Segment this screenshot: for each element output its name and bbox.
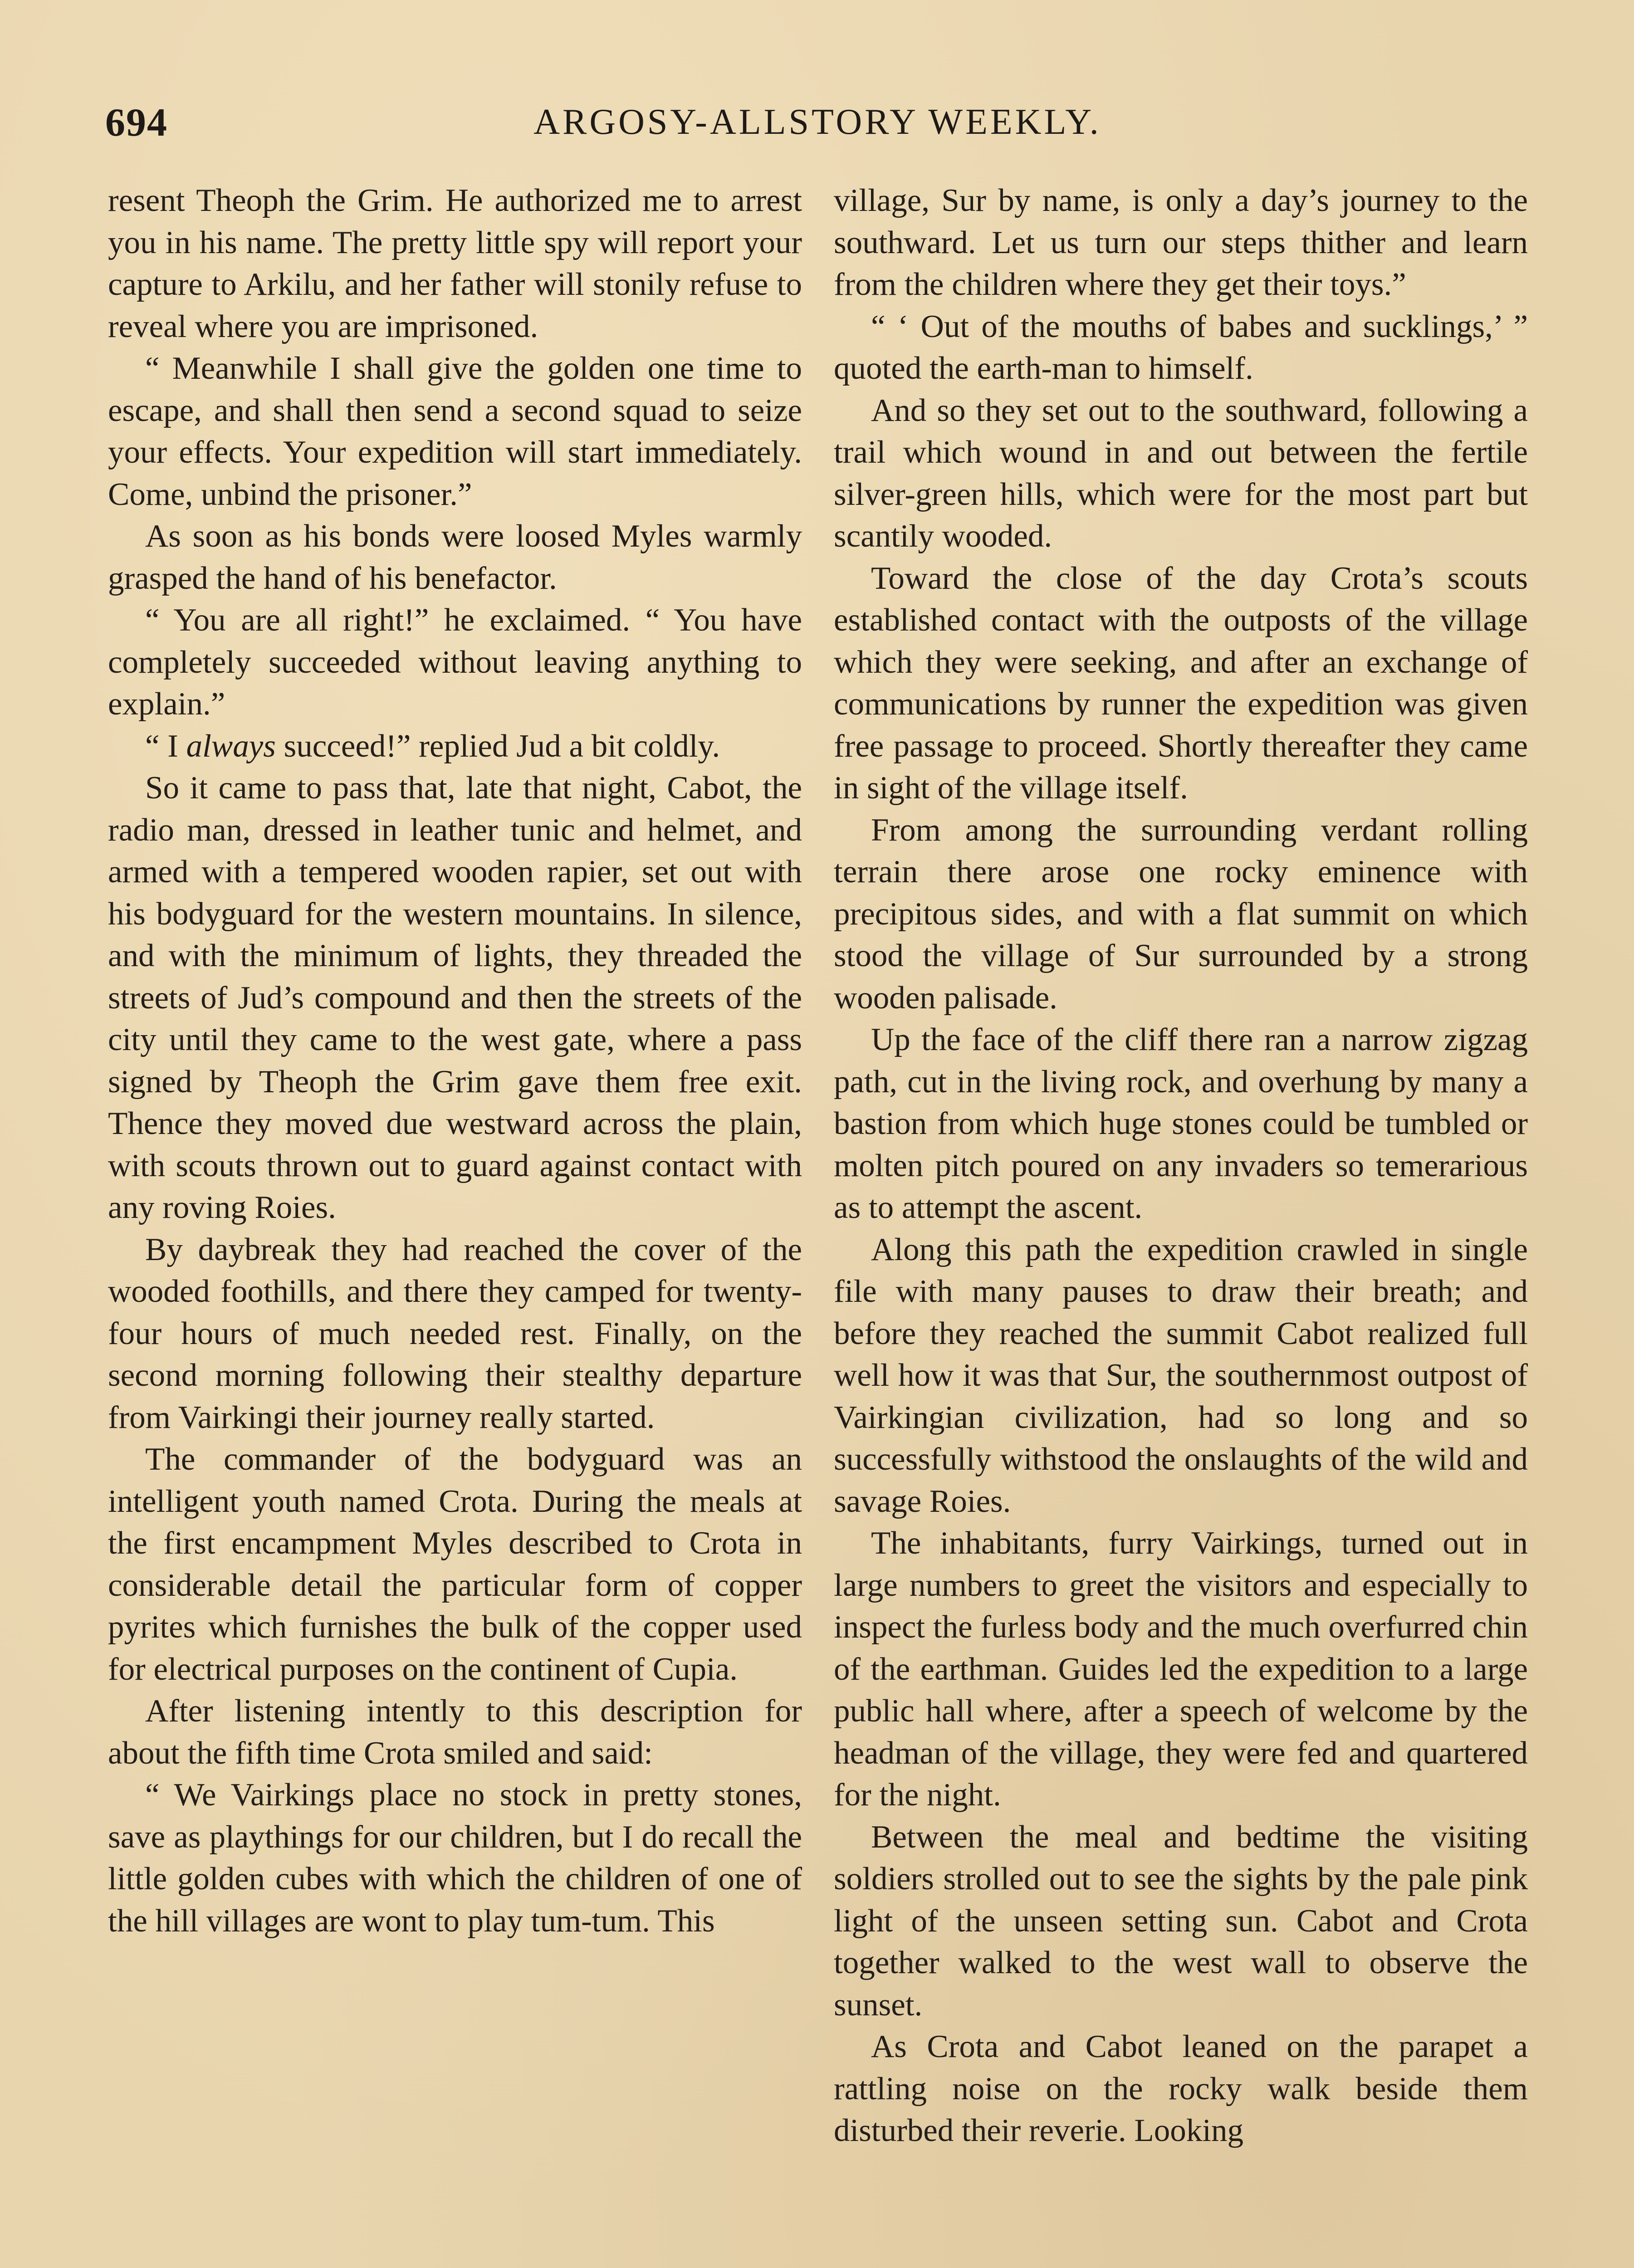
- paragraph: “ ‘ Out of the mouths of babes and sucklings,’ ” quoted the earth-man to himself.: [834, 308, 1528, 386]
- running-title: ARGOSY-ALLSTORY WEEKLY.: [533, 102, 1101, 142]
- paragraph: The inhabitants, furry Vairkings, turned out in large numbers to greet the visitors and especially to inspect the furless body and the much overfurred chin of the earthman. Guides led the expedition to a large public hall where, after a speech of welcome by the headman of the village, they were fed and quartered for the night.: [834, 1525, 1528, 1813]
- paragraph: Toward the close of the day Crota’s scouts established contact with the outposts of the village which they were seeking, and after an exchange of communications by runner the expedition was given free passage to proceed. Shortly thereafter they came in sight of the village itself.: [834, 560, 1528, 806]
- paragraph: The commander of the bodyguard was an intelligent youth named Crota. During the meals at the first encampment Myles described to Crota in considerable detail the particular form of copper pyrites which furnishes the bulk of the copper used for electrical purposes on the continent of Cupia.: [108, 1442, 802, 1687]
- paragraph: After listening intently to this description for about the fifth time Crota smiled and said:: [108, 1693, 802, 1771]
- page-header: [105, 100, 1530, 154]
- paragraph: Up the face of the cliff there ran a narrow zigzag path, cut in the living rock, and overhung by many a bastion from which huge stones could be tumbled or molten pitch poured on any invaders so temerarious as to attempt the ascent.: [834, 1022, 1528, 1225]
- paragraph: Between the meal and bedtime the visiting soldiers strolled out to see the sights by the pale pink light of the unseen setting sun. Cabot and Crota together walked to the west wall to observe the sunset.: [834, 1819, 1528, 2023]
- paragraph: “ We Vairkings place no stock in pretty stones, save as playthings for our children, but I do recall the little golden cubes with which the children of one of the hill villages are wont to play tum-tum. This: [108, 1777, 802, 1939]
- paragraph: As soon as his bonds were loosed Myles warmly grasped the hand of his benefactor.: [108, 518, 802, 596]
- left-column: [108, 180, 802, 1942]
- paragraph: As Crota and Cabot leaned on the parapet a rattling noise on the rocky walk beside them disturbed their reverie. Looking: [834, 2029, 1528, 2148]
- paragraph: And so they set out to the southward, following a trail which wound in and out between the fertile silver-green hills, which were for the most part but scantily wooded.: [834, 392, 1528, 554]
- paragraph: “ Meanwhile I shall give the golden one time to escape, and shall then send a second squad to seize your effects. Your expedition will start immediately. Come, unbind the prisoner.”: [108, 351, 802, 512]
- paragraph: From among the surrounding verdant rolling terrain there arose one rocky eminence with precipitous sides, and with a flat summit on which stood the village of Sur surrounded by a strong wooden palisade.: [834, 812, 1528, 1016]
- right-column: [834, 180, 1528, 2152]
- paragraph: “ You are all right!” he exclaimed. “ You have completely succeeded without leaving anything to explain.”: [108, 602, 802, 722]
- page-number: 694: [105, 101, 168, 145]
- paragraph: By daybreak they had reached the cover of the wooded foothills, and there they camped for twenty-four hours of much needed rest. Finally, on the second morning following their stealthy departure from Vairkingi their journey really started.: [108, 1232, 802, 1435]
- paragraph: resent Theoph the Grim. He authorized me to arrest you in his name. The pretty little spy will report your capture to Arkilu, and her father will stonily refuse to reveal where you are imprisoned.: [108, 183, 802, 344]
- paragraph: Along this path the expedition crawled in single file with many pauses to draw their breath; and before they reached the summit Cabot realized full well how it was that Sur, the southernmost outpost of Vairkingian civilization, had so long and so successfully withstood the onslaughts of the wild and savage Roies.: [834, 1232, 1528, 1519]
- paragraph: village, Sur by name, is only a day’s journey to the southward. Let us turn our steps thither and learn from the children where they get their toys.”: [834, 183, 1528, 302]
- paragraph: “ I always succeed!” replied Jud a bit coldly.: [145, 728, 720, 764]
- paragraph: So it came to pass that, late that night, Cabot, the radio man, dressed in leather tunic and helmet, and armed with a tempered wooden rapier, set out with his bodyguard for the western mountains. In silence, and with the minimum of lights, they threaded the streets of Jud’s compound and then the streets of the city until they came to the west gate, where a pass signed by Theoph the Grim gave them free exit. Thence they moved due westward across the plain, with scouts thrown out to guard against contact with any roving Roies.: [108, 770, 802, 1225]
